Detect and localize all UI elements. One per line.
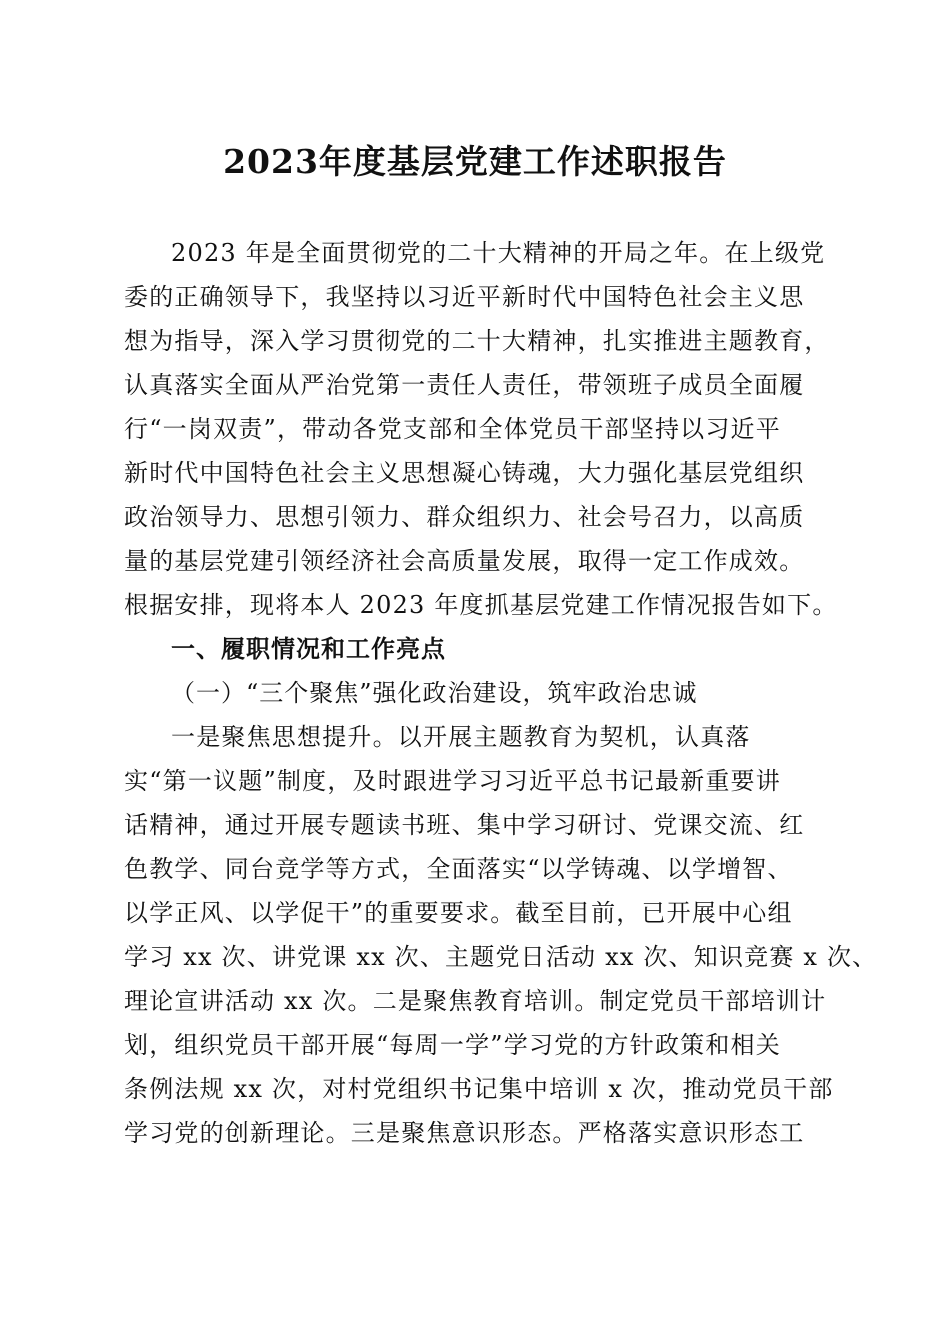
subsection-heading: （一）“三个聚焦”强化政治建设，筑牢政治忠诚: [171, 679, 698, 707]
paragraph-line: 学习党的创新理论。三是聚焦意识形态。严格落实意识形态工: [124, 1119, 805, 1147]
paragraph-line: 划，组织党员干部开展“每周一学”学习党的方针政策和相关: [124, 1031, 781, 1059]
paragraph-line: 话精神，通过开展专题读书班、集中学习研讨、党课交流、红: [124, 811, 805, 839]
paragraph-line: 2023 年是全面贯彻党的二十大精神的开局之年。在上级党: [171, 239, 826, 267]
paragraph-line: 实“第一议题”制度，及时跟进学习习近平总书记最新重要讲: [124, 767, 781, 795]
paragraph-line: 一是聚焦思想提升。以开展主题教育为契机，认真落: [171, 723, 751, 751]
section-heading: 一、履职情况和工作亮点: [171, 635, 446, 663]
paragraph-line: 行“一岗双责”，带动各党支部和全体党员干部坚持以习近平: [124, 415, 781, 443]
paragraph-line: 量的基层党建引领经济社会高质量发展，取得一定工作成效。: [124, 547, 805, 575]
paragraph-line: 条例法规 xx 次，对村党组织书记集中培训 x 次，推动党员干部: [124, 1075, 834, 1103]
paragraph-line: 理论宣讲活动 xx 次。二是聚焦教育培训。制定党员干部培训计: [124, 987, 827, 1015]
paragraph-line: 认真落实全面从严治党第一责任人责任，带领班子成员全面履: [124, 371, 805, 399]
paragraph-line: 色教学、同台竞学等方式，全面落实“以学铸魂、以学增智、: [124, 855, 793, 883]
paragraph-line: 想为指导，深入学习贯彻党的二十大精神，扎实推进主题教育，: [124, 327, 830, 355]
paragraph-line: 政治领导力、思想引领力、群众组织力、社会号召力，以高质: [124, 503, 805, 531]
paragraph-line: 委的正确领导下，我坚持以习近平新时代中国特色社会主义思: [124, 283, 805, 311]
paragraph-line: 以学正风、以学促干”的重要要求。截至目前，已开展中心组: [124, 899, 793, 927]
paragraph-line: 学习 xx 次、讲党课 xx 次、主题党日活动 xx 次、知识竞赛 x 次、: [124, 943, 878, 971]
paragraph-line: 根据安排，现将本人 2023 年度抓基层党建工作情况报告如下。: [124, 591, 838, 619]
paragraph-line: 新时代中国特色社会主义思想凝心铸魂，大力强化基层党组织: [124, 459, 805, 487]
document-title: 2023年度基层党建工作述职报告: [223, 142, 727, 181]
